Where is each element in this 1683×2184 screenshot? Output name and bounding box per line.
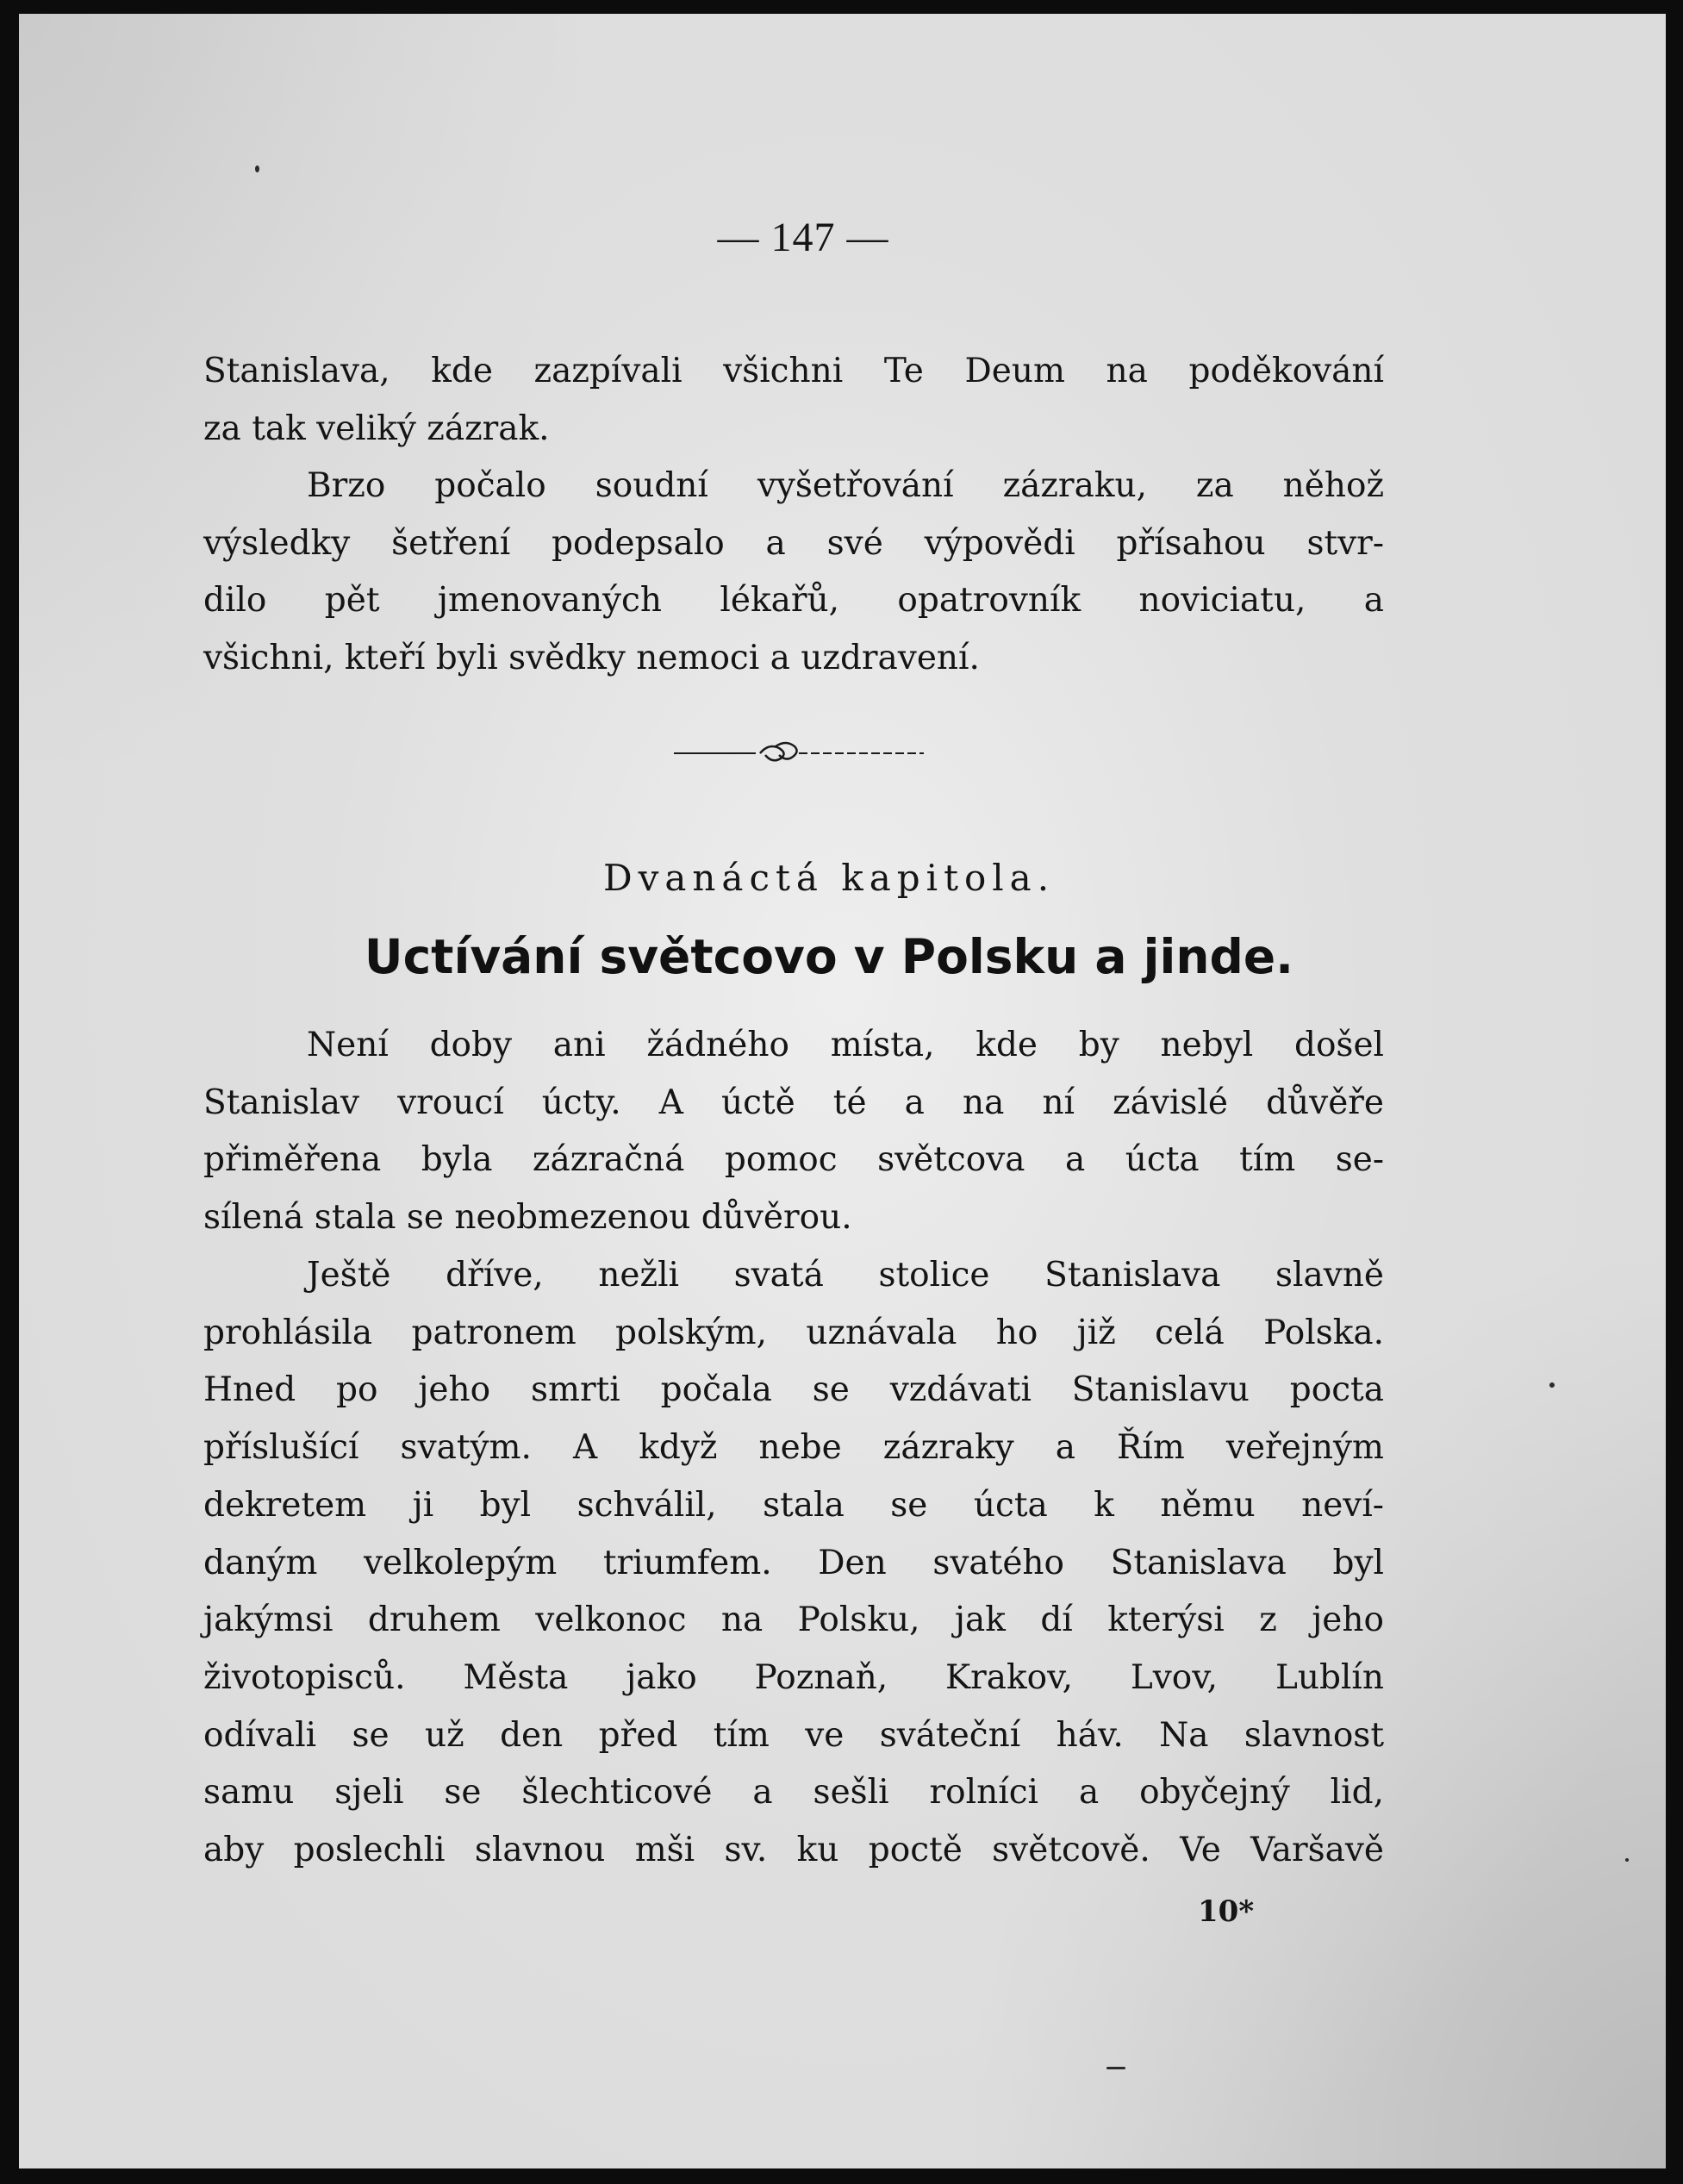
paper-speck	[1625, 1858, 1629, 1862]
text-line: dekretem ji byl schválil, stala se úcta k němu neví-	[203, 1485, 1384, 1525]
paragraph-veneration-intro	[203, 1017, 1384, 1247]
text-line: Ještě dříve, nežli svatá stolice Stanislava slavně	[307, 1256, 1384, 1295]
paper-speck	[255, 165, 259, 172]
text-line: samu sjeli se šlechticové a sešli rolníci a obyčejný lid,	[203, 1773, 1384, 1813]
signature-mark: 10*	[1198, 1894, 1255, 1929]
paragraph-polish-cult	[203, 1247, 1384, 1880]
text-line: aby poslechli slavnou mši sv. ku poctě světcově. Ve Varšavě	[203, 1831, 1384, 1870]
text-line: Není doby ani žádného místa, kde by nebyl došel	[307, 1026, 1384, 1064]
paper-speck	[1106, 2067, 1125, 2069]
chapter-title: Uctívání světcovo v Polsku a jinde.	[364, 929, 1294, 984]
text-line: všichni, kteří byli svědky nemoci a uzdravení.	[203, 639, 980, 678]
text-line: dilo pět jmenovaných lékařů, opatrovník noviciatu, a	[203, 581, 1384, 621]
chapter-label: Dvanáctá kapitola.	[602, 857, 1056, 899]
text-line: prohlásila patronem polským, uznávala ho již celá Polska.	[203, 1313, 1384, 1352]
text-line: Stanislava, kde zazpívali všichni Te Deum na poděkování	[203, 352, 1384, 390]
text-line: jakýmsi druhem velkonoc na Polsku, jak dí kterýsi z jeho	[203, 1601, 1384, 1640]
text-line: odívali se už den před tím ve sváteční háv. Na slavnost	[203, 1715, 1384, 1755]
text-line: životopisců. Města jako Poznaň, Krakov, Lvov, Lublín	[203, 1657, 1384, 1697]
text-line: výsledky šetření podepsalo a své výpovědi přísahou stvr-	[203, 523, 1384, 563]
paper-speck	[1549, 1382, 1555, 1388]
paragraph-investigation	[203, 458, 1384, 688]
text-line: Hned po jeho smrti počala se vzdávati Stanislavu pocta	[203, 1370, 1384, 1410]
text-line: daným velkolepým triumfem. Den svatého Stanislava byl	[203, 1543, 1384, 1582]
book-page	[19, 14, 1666, 2168]
text-line: za tak veliký zázrak.	[203, 409, 550, 448]
text-line: Stanislav vroucí úcty. A úctě té a na ní závislé důvěře	[203, 1083, 1384, 1122]
paragraph-continuation	[203, 343, 1384, 458]
text-line: příslušící svatým. A když nebe zázraky a Řím veřejným	[203, 1428, 1384, 1468]
section-divider-ornament	[674, 736, 924, 771]
text-line: sílená stala se neobmezenou důvěrou.	[203, 1198, 852, 1238]
page-number: — 147 —	[717, 215, 889, 260]
text-line: přiměřena byla zázračná pomoc světcova a úcta tím se-	[203, 1140, 1384, 1180]
text-line: Brzo počalo soudní vyšetřování zázraku, za něhož	[307, 466, 1384, 505]
